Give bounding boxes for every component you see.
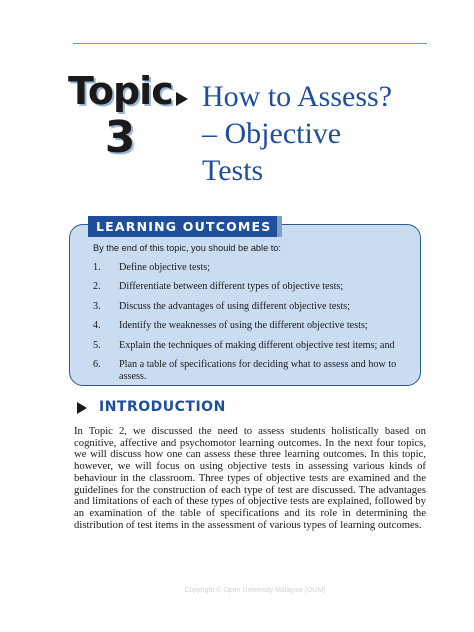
list-item-number: 4. (93, 320, 101, 331)
introduction-heading: INTRODUCTION (99, 399, 226, 415)
list-item-number: 5. (93, 340, 101, 351)
learning-outcomes-list (93, 262, 413, 383)
header-rule (73, 43, 427, 44)
list-item-number: 6. (93, 359, 101, 370)
topic-label (68, 69, 173, 163)
chapter-title-line-2: – Objective (202, 117, 342, 150)
topic-number: 3 (104, 112, 136, 163)
learning-outcomes-header: LEARNING OUTCOMES (88, 216, 282, 237)
chapter-title-line-3: Tests (202, 154, 264, 187)
list-item (93, 281, 413, 293)
list-item-text: Plan a table of specifications for deciding what to assess and how to assess. (119, 359, 397, 382)
title-arrow-icon (176, 92, 188, 106)
topic-word: Topic (68, 69, 173, 113)
list-item (93, 340, 413, 352)
introduction-paragraph: In Topic 2, we discussed the need to assess students holistically based on cognitive, affective and psychomotor learning outcomes. In the next four topics, we will discuss how one can assess these three learning outcomes. In this topic, however, we will focus on using objective tests in assessing various kinds of behaviour in the classroom. Three types of objective tests are examined and the guidelines for the construction of each type of test are discussed. The advantages and limitations of each of these types of objective tests are explained, followed by an examination of the table of specifications and its role in determining the distribution of test items in the assessment of various types of learning outcomes. (74, 425, 426, 531)
chapter-title (202, 78, 442, 189)
copyright-watermark: Copyright © Open University Malaysia (OUM) (184, 587, 326, 594)
chapter-title-line-1: How to Assess? (202, 80, 393, 113)
learning-outcomes-intro: By the end of this topic, you should be able to: (93, 243, 281, 253)
list-item (93, 359, 413, 383)
list-item-text: Differentiate between different types of objective tests; (119, 281, 344, 292)
list-item (93, 320, 413, 332)
list-item-text: Define objective tests; (119, 262, 211, 273)
list-item (93, 301, 413, 313)
list-item-text: Discuss the advantages of using different objective tests; (119, 301, 350, 312)
list-item-number: 1. (93, 262, 101, 273)
list-item (93, 262, 413, 274)
list-item-number: 2. (93, 281, 101, 292)
list-item-text: Explain the techniques of making different objective test items; and (119, 340, 395, 351)
list-item-number: 3. (93, 301, 101, 312)
section-arrow-icon (77, 402, 87, 414)
list-item-text: Identify the weaknesses of using the different objective tests; (119, 320, 368, 331)
